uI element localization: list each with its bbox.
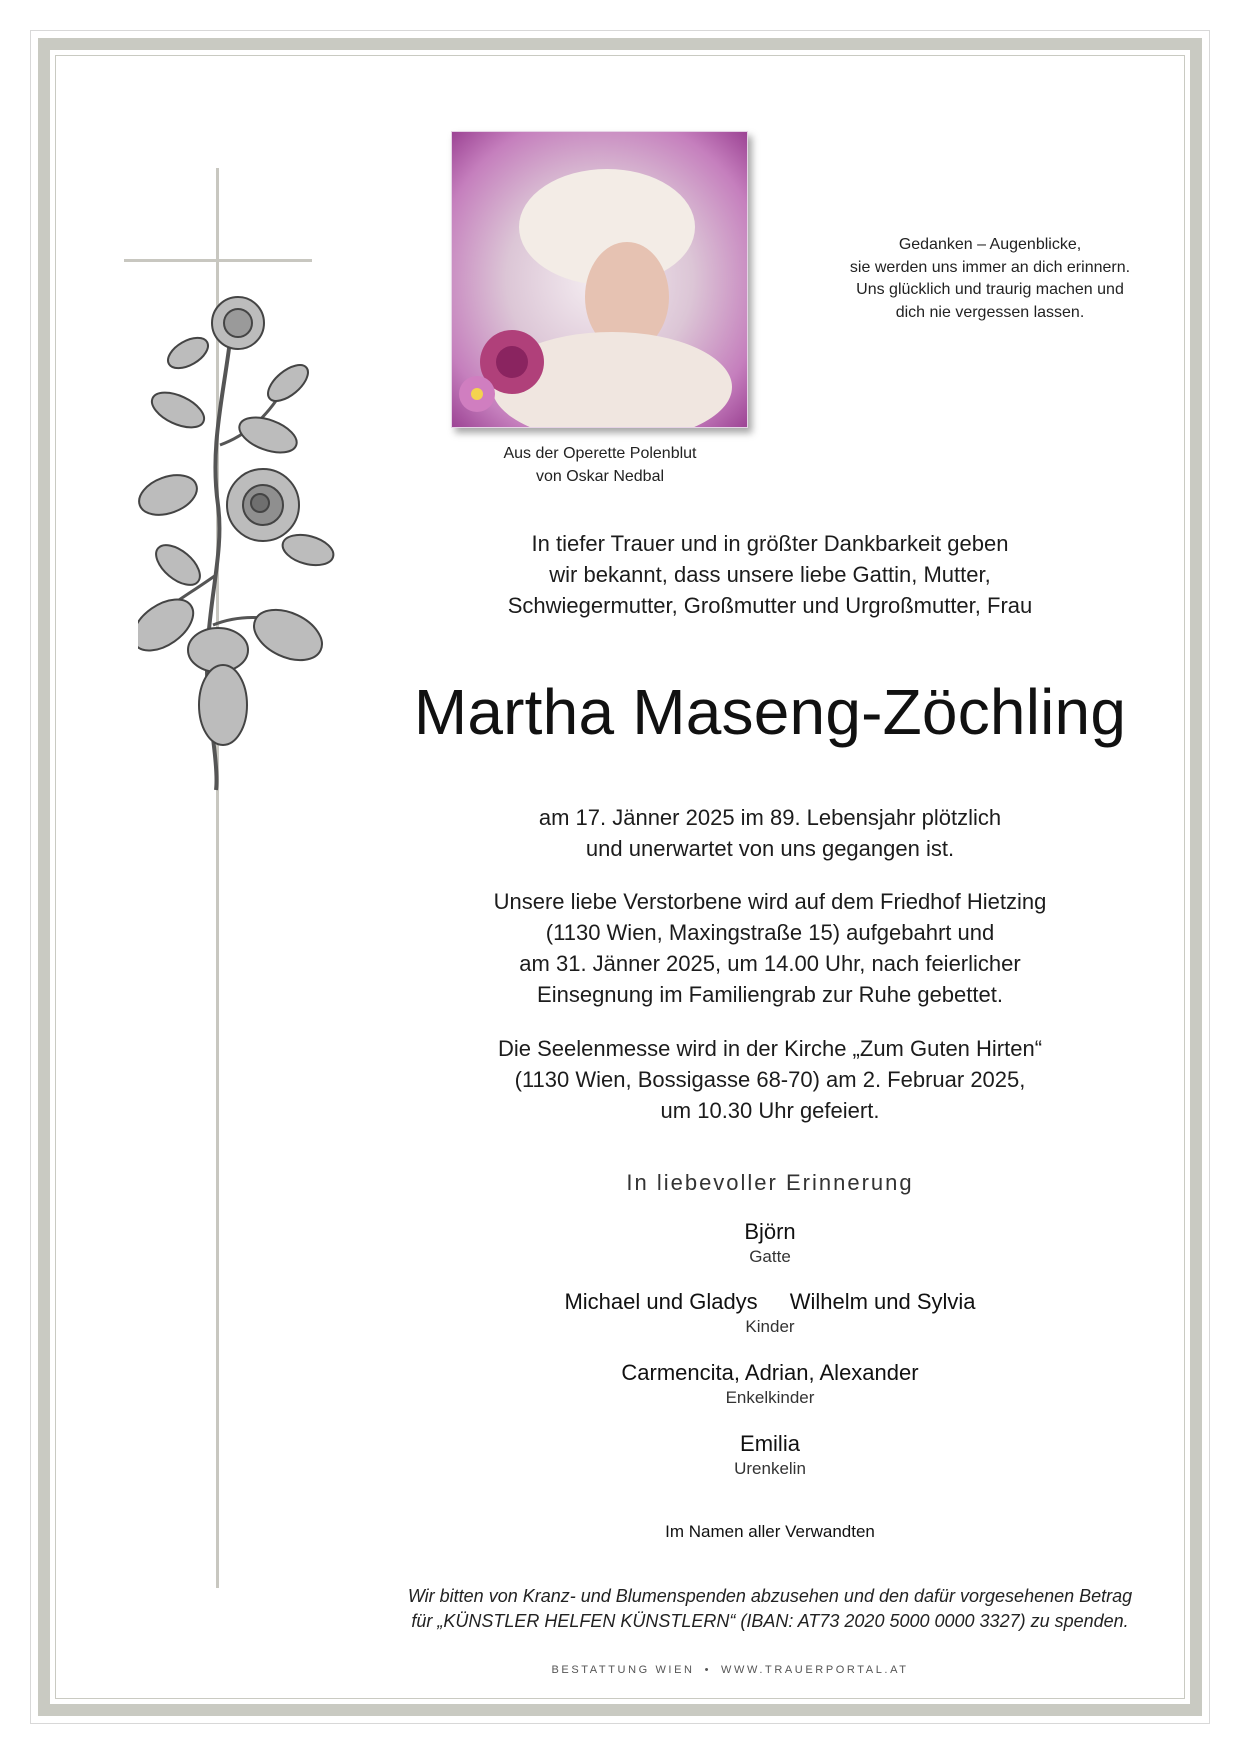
footer xyxy=(380,1664,1080,1676)
footer-company: BESTATTUNG WIEN xyxy=(551,1664,695,1676)
footer-website: WWW.TRAUERPORTAL.AT xyxy=(721,1664,909,1676)
burial-info: Unsere liebe Verstorbene wird auf dem Friedhof Hietzing (1130 Wien, Maxingstraße 15) aufgebahrt und am 31. Jänner 2025, um 14.00 Uhr, nach feierlicher Einsegnung im Familiengrab zur Ruhe gebettet. xyxy=(493,889,1047,1007)
relatives-note: Im Namen aller Verwandten xyxy=(665,1522,875,1541)
footer-separator: • xyxy=(704,1664,712,1676)
photo-caption: Aus der Operette Polenblut von Oskar Nedbal xyxy=(503,445,697,485)
mourner-name: Michael und Gladys xyxy=(564,1289,758,1314)
rose-illustration xyxy=(138,295,338,795)
memory-heading: In liebevoller Erinnerung xyxy=(626,1170,914,1195)
mourner-name: Björn xyxy=(744,1219,796,1244)
mourner-role: Enkelkinder xyxy=(725,1388,815,1407)
cross-beam xyxy=(124,259,312,262)
mourner-role: Gatte xyxy=(749,1247,791,1266)
mourner-role: Kinder xyxy=(745,1317,795,1336)
mourner-spouse xyxy=(380,1218,1160,1268)
deceased-name: Martha Maseng-Zöchling xyxy=(413,676,1127,748)
mass-info: Die Seelenmesse wird in der Kirche „Zum Guten Hirten“ (1130 Wien, Bossigasse 68-70) am 2. Februar 2025, um 10.30 Uhr gefeiert. xyxy=(497,1036,1043,1123)
donation-note: Wir bitten von Kranz- und Blumenspenden abzusehen und den dafür vorgesehenen Betrag für „KÜNSTLER HELFEN KÜNSTLERN“ (IBAN: AT73 2020 5000 0000 3327) zu spenden. xyxy=(407,1586,1133,1631)
mourner-children xyxy=(380,1288,1160,1338)
intro-text: In tiefer Trauer und in größter Dankbarkeit geben wir bekannt, dass unsere liebe Gattin, Mutter, Schwiegermutter, Großmutter und Urgroßmutter, Frau xyxy=(507,531,1033,618)
mourner-great-grandchild xyxy=(380,1430,1160,1480)
mourner-name: Emilia xyxy=(740,1431,800,1456)
portrait-photo xyxy=(451,131,748,428)
mourner-grandchildren xyxy=(380,1359,1160,1409)
poem: Gedanken – Augenblicke, sie werden uns immer an dich erinnern. Uns glücklich und traurig machen und dich nie vergessen lassen. xyxy=(849,236,1131,321)
mourner-role: Urenkelin xyxy=(734,1459,806,1478)
mourner-name: Carmencita, Adrian, Alexander xyxy=(621,1360,919,1385)
death-notice: am 17. Jänner 2025 im 89. Lebensjahr plötzlich und unerwartet von uns gegangen ist. xyxy=(538,805,1002,861)
mourner-name: Wilhelm und Sylvia xyxy=(789,1289,976,1314)
